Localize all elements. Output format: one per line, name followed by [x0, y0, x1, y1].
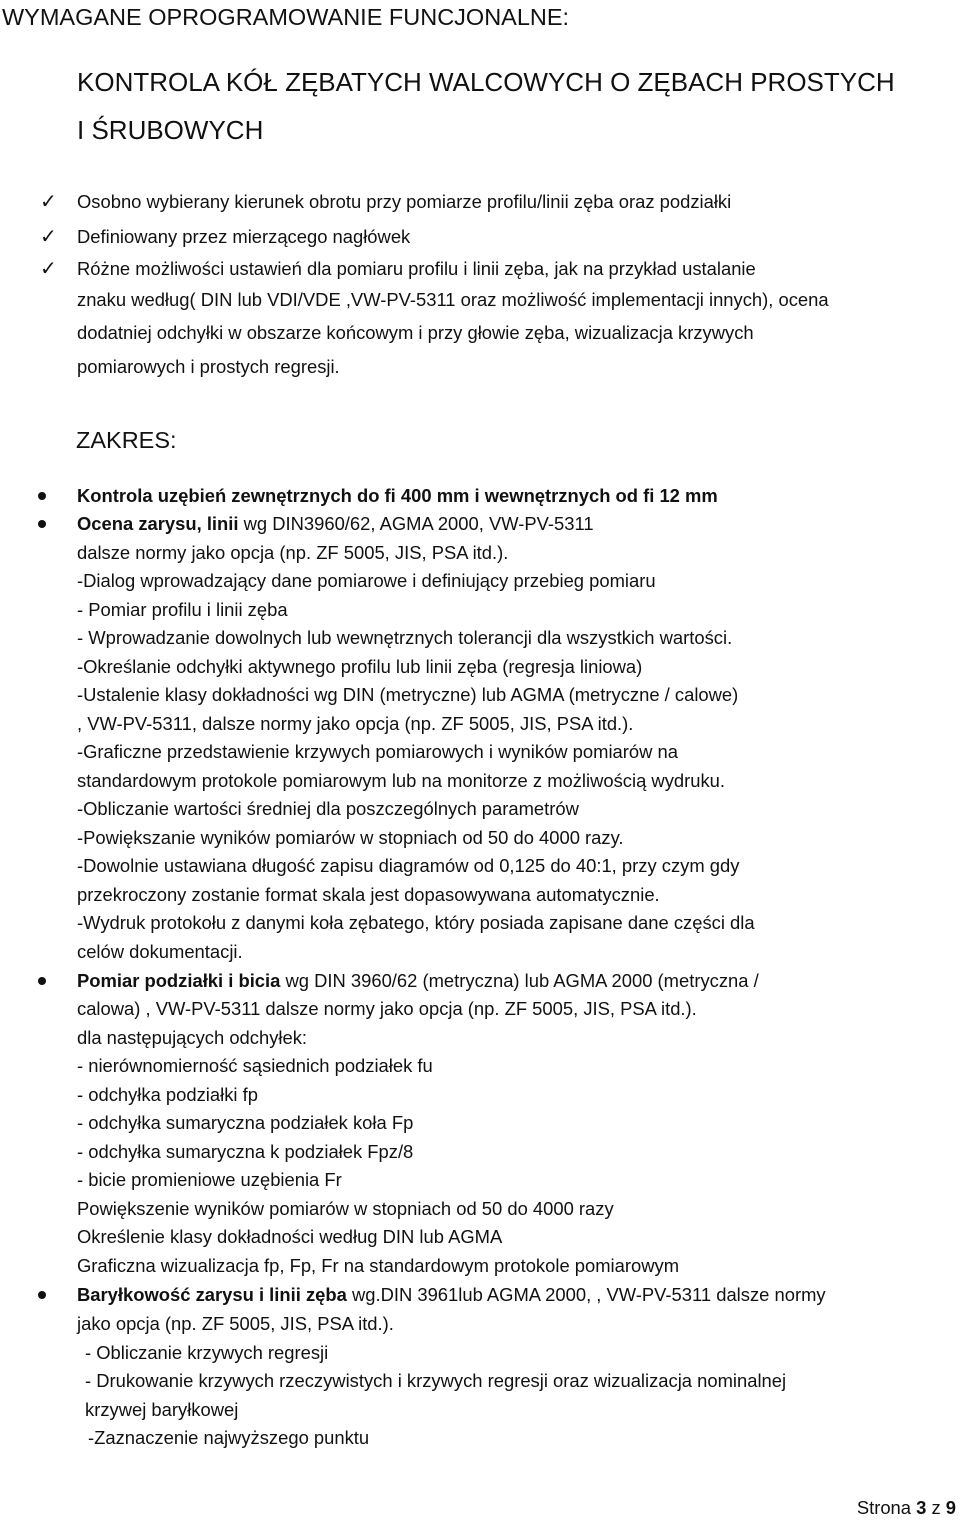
page-number-current: 3: [916, 1497, 927, 1518]
bullet-line: -Dialog wprowadzający dane pomiarowe i definiujący przebieg pomiaru: [77, 570, 656, 591]
check-item: Osobno wybierany kierunek obrotu przy pomiarze profilu/linii zęba oraz podziałki: [77, 191, 732, 212]
bullet-line: -Ustalenie klasy dokładności wg DIN (metryczne) lub AGMA (metryczne / calowe): [77, 684, 739, 705]
bullet-icon: [38, 492, 46, 500]
bullet-line: , VW-PV-5311, dalsze normy jako opcja (np. ZF 5005, JIS, PSA itd.).: [77, 713, 634, 734]
bullet-line: Określenie klasy dokładności według DIN lub AGMA: [77, 1226, 503, 1247]
bullet-line: Powiększenie wyników pomiarów w stopniach od 50 do 4000 razy: [77, 1198, 614, 1219]
bullet-line: dla następujących odchyłek:: [77, 1027, 308, 1048]
check-item: Różne możliwości ustawień dla pomiaru profilu i linii zęba, jak na przykład ustalanie: [77, 258, 756, 279]
bullet-icon: [38, 520, 46, 528]
check-item: Definiowany przez mierzącego nagłówek: [77, 226, 411, 247]
bullet-line: przekroczony zostanie format skala jest dopasowywana automatycznie.: [77, 884, 660, 905]
bullet-line: celów dokumentacji.: [77, 941, 243, 962]
page-number: [857, 1496, 956, 1520]
bullet-item: [77, 484, 718, 508]
bullet-item: [77, 512, 594, 536]
check-item-continuation: dodatniej odchyłki w obszarze końcowym i przy głowie zęba, wizualizacja krzywych: [77, 322, 754, 343]
bullet-bold: Pomiar podziałki i bicia: [77, 970, 281, 991]
bullet-line: -Zaznaczenie najwyższego punktu: [88, 1427, 370, 1448]
bullet-bold: Baryłkowość zarysu i linii zęba: [77, 1284, 347, 1305]
bullet-line: - Obliczanie krzywych regresji: [85, 1342, 329, 1363]
bullet-line: - odchyłka podziałki fp: [77, 1084, 258, 1105]
bullet-line: -Obliczanie wartości średniej dla poszczególnych parametrów: [77, 798, 579, 819]
bullet-text: wg.DIN 3961lub AGMA 2000, , VW-PV-5311 dalsze normy: [346, 1284, 826, 1305]
checkmark-icon: ✓: [40, 189, 57, 213]
checkmark-icon: ✓: [40, 224, 57, 248]
bullet-item: [77, 969, 759, 993]
bullet-line: krzywej baryłkowej: [85, 1399, 239, 1420]
bullet-line: dalsze normy jako opcja (np. ZF 5005, JIS, PSA itd.).: [77, 542, 509, 563]
bullet-line: -Wydruk protokołu z danymi koła zębatego, który posiada zapisane dane części dla: [77, 912, 755, 933]
bullet-bold: Kontrola uzębień zewnętrznych do fi 400 mm i wewnętrznych od fi 12 mm: [77, 485, 718, 506]
bullet-line: - Wprowadzanie dowolnych lub wewnętrznych tolerancji dla wszystkich wartości.: [77, 627, 733, 648]
bullet-line: - odchyłka sumaryczna podziałek koła Fp: [77, 1112, 414, 1133]
bullet-line: - odchyłka sumaryczna k podziałek Fpz/8: [77, 1141, 414, 1162]
section-title-line1: KONTROLA KÓŁ ZĘBATYCH WALCOWYCH O ZĘBACH PROSTYCH: [77, 67, 895, 97]
bullet-line: standardowym protokole pomiarowym lub na monitorze z możliwością wydruku.: [77, 770, 726, 791]
checkmark-icon: ✓: [40, 256, 57, 280]
bullet-bold: Ocena zarysu, linii: [77, 513, 239, 534]
bullet-icon: [38, 977, 46, 985]
bullet-line: - Drukowanie krzywych rzeczywistych i krzywych regresji oraz wizualizacja nominalnej: [85, 1370, 787, 1391]
check-item-continuation: znaku według( DIN lub VDI/VDE ,VW-PV-5311 oraz możliwość implementacji innych), ocena: [77, 289, 829, 310]
bullet-line: - nierównomierność sąsiednich podziałek fu: [77, 1055, 433, 1076]
page-number-sep: z: [926, 1497, 946, 1518]
section-title-line2: I ŚRUBOWYCH: [77, 115, 264, 145]
bullet-line: -Określanie odchyłki aktywnego profilu lub linii zęba (regresja liniowa): [77, 656, 643, 677]
page-heading: WYMAGANE OPROGRAMOWANIE FUNCJONALNE:: [2, 4, 570, 30]
bullet-text: wg DIN3960/62, AGMA 2000, VW-PV-5311: [238, 513, 594, 534]
bullet-item: [77, 1283, 826, 1307]
bullet-line: -Powiększanie wyników pomiarów w stopniach od 50 do 4000 razy.: [77, 827, 624, 848]
bullet-line: - Pomiar profilu i linii zęba: [77, 599, 288, 620]
bullet-line: - bicie promieniowe uzębienia Fr: [77, 1169, 342, 1190]
bullet-line: -Dowolnie ustawiana długość zapisu diagramów od 0,125 do 40:1, przy czym gdy: [77, 855, 740, 876]
bullet-line: calowa) , VW-PV-5311 dalsze normy jako opcja (np. ZF 5005, JIS, PSA itd.).: [77, 998, 697, 1019]
page-number-prefix: Strona: [856, 1497, 917, 1518]
bullet-icon: [38, 1291, 46, 1299]
bullet-text: wg DIN 3960/62 (metryczna) lub AGMA 2000 (metryczna /: [280, 970, 759, 991]
page-number-total: 9: [945, 1497, 956, 1518]
zakres-title: ZAKRES:: [76, 427, 177, 453]
check-item-continuation: pomiarowych i prostych regresji.: [77, 356, 340, 377]
bullet-line: -Graficzne przedstawienie krzywych pomiarowych i wyników pomiarów na: [77, 741, 678, 762]
bullet-line: jako opcja (np. ZF 5005, JIS, PSA itd.).: [77, 1313, 394, 1334]
bullet-line: Graficzna wizualizacja fp, Fp, Fr na standardowym protokole pomiarowym: [77, 1255, 680, 1276]
